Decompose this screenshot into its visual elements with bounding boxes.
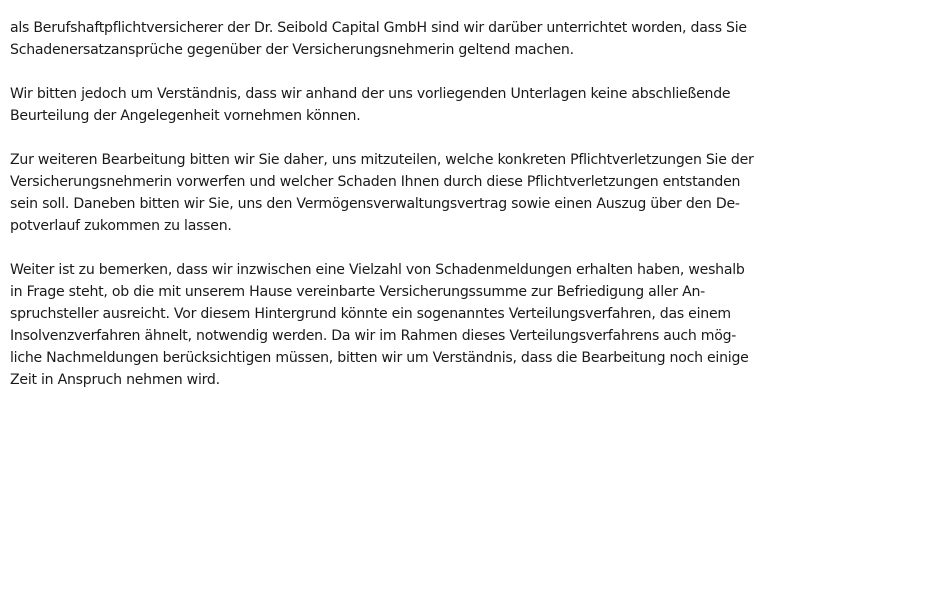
- letter-body: [10, 17, 935, 413]
- text-line: als Berufshaftpflichtversicherer der Dr. Seibold Capital GmbH sind wir darüber unterrichtet worden, dass Sie: [10, 20, 747, 36]
- text-line: potverlauf zukommen zu lassen.: [10, 218, 232, 234]
- text-line: Beurteilung der Angelegenheit vornehmen können.: [10, 108, 361, 124]
- text-line: in Frage steht, ob die mit unserem Hause vereinbarte Versicherungssumme zur Befriedigung aller An-: [10, 284, 705, 300]
- text-line: spruchsteller ausreicht. Vor diesem Hintergrund könnte ein sogenanntes Verteilungsverfahren, das einem: [10, 306, 731, 322]
- paragraph-2: [10, 83, 935, 127]
- text-line: Zur weiteren Bearbeitung bitten wir Sie daher, uns mitzuteilen, welche konkreten Pflichtverletzungen Sie der: [10, 152, 754, 168]
- text-line: Schadenersatzansprüche gegenüber der Versicherungsnehmerin geltend machen.: [10, 42, 574, 58]
- paragraph-1: [10, 17, 935, 61]
- text-line: liche Nachmeldungen berücksichtigen müssen, bitten wir um Verständnis, dass die Bearbeitung noch einige: [10, 350, 749, 366]
- text-line: Zeit in Anspruch nehmen wird.: [10, 372, 220, 388]
- text-line: Weiter ist zu bemerken, dass wir inzwischen eine Vielzahl von Schadenmeldungen erhalten haben, weshalb: [10, 262, 745, 278]
- text-line: Wir bitten jedoch um Verständnis, dass wir anhand der uns vorliegenden Unterlagen keine abschließende: [10, 86, 731, 102]
- text-line: sein soll. Daneben bitten wir Sie, uns den Vermögensverwaltungsvertrag sowie einen Auszug über den De-: [10, 196, 740, 212]
- paragraph-4: [10, 259, 935, 391]
- paragraph-3: [10, 149, 935, 237]
- text-line: Versicherungsnehmerin vorwerfen und welcher Schaden Ihnen durch diese Pflichtverletzungen entstanden: [10, 174, 741, 190]
- text-line: Insolvenzverfahren ähnelt, notwendig werden. Da wir im Rahmen dieses Verteilungsverfahrens auch mög-: [10, 328, 737, 344]
